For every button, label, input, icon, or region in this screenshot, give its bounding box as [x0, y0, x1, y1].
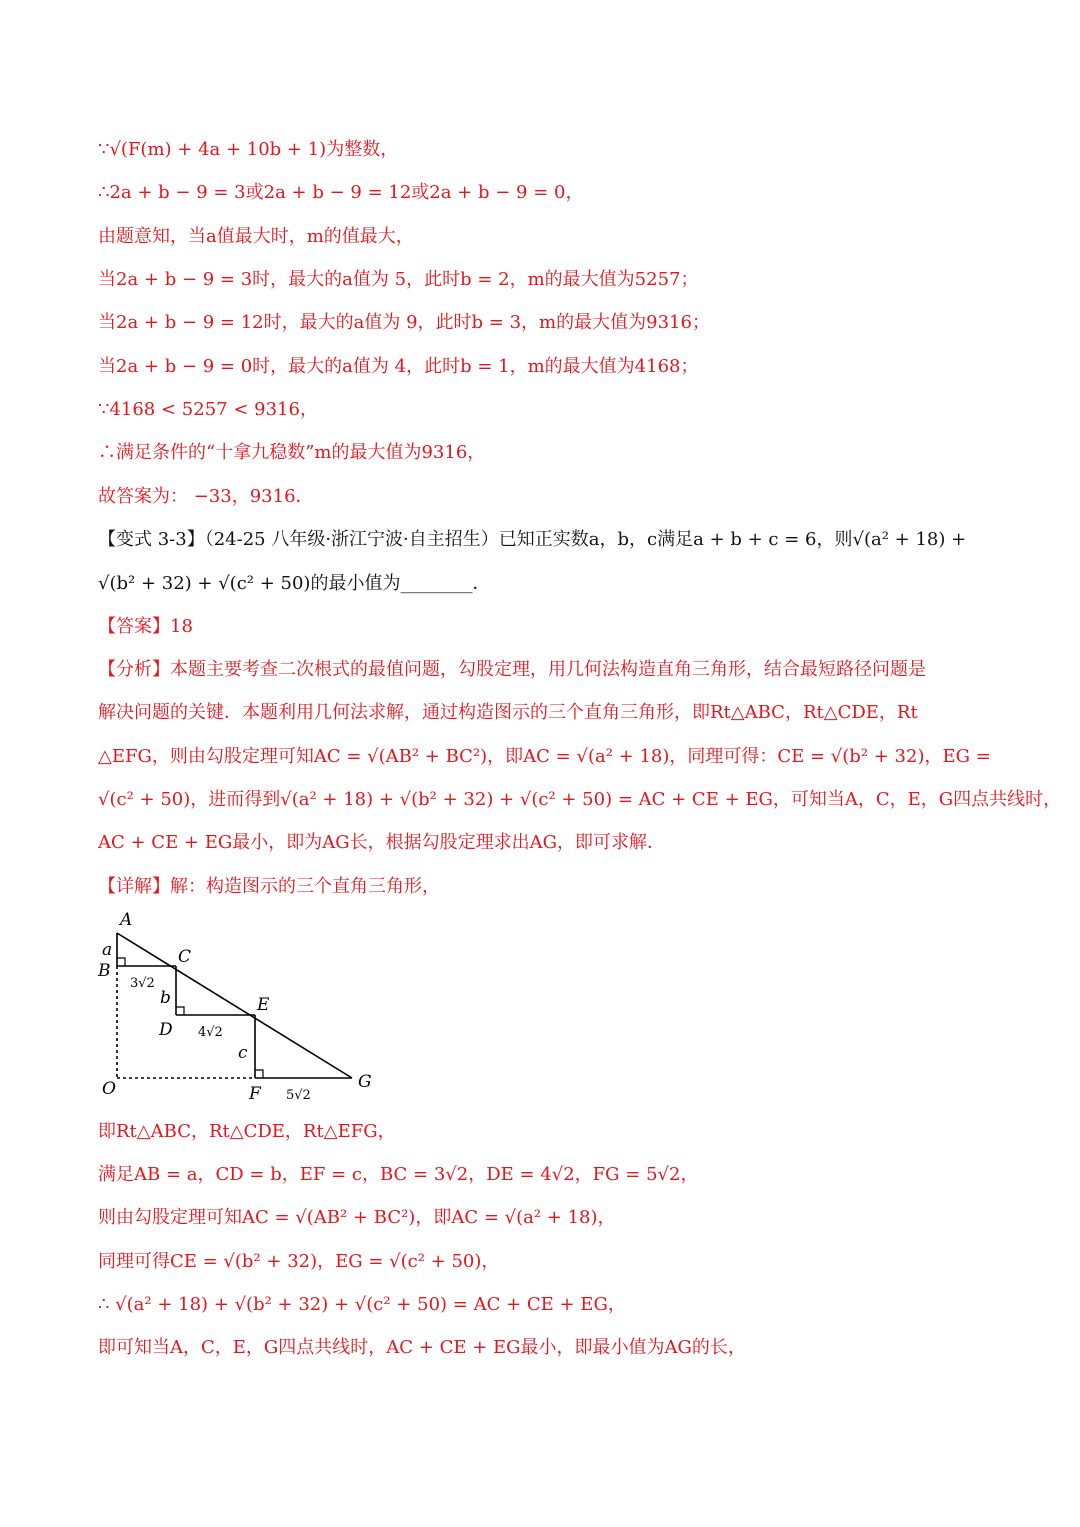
analysis-line-5: AC + CE + EG最小，即为AG长，根据勾股定理求出AG，即可求解． — [98, 832, 666, 853]
analysis-tag: 【分析】 — [98, 659, 170, 680]
geometry-diagram — [92, 906, 392, 1106]
detail-tag: 【详解】 — [98, 876, 170, 897]
solution-line-7: ∵4168 < 5257 < 9316， — [98, 399, 318, 420]
point-label-a: A — [120, 910, 133, 930]
analysis-line-2: 解决问题的关键．本题利用几何法求解，通过构造图示的三个直角三角形，即Rt△ABC，Rt△CDE，Rt — [98, 702, 918, 723]
detail-line-1: 即Rt△ABC，Rt△CDE，Rt△EFG， — [98, 1121, 396, 1142]
point-label-b: B — [98, 961, 111, 981]
answer-line — [98, 614, 998, 640]
segment-label-de: 4√2 — [198, 1025, 223, 1040]
question-text-1: 已知正实数a，b，c满足a + b + c = 6，则√(a² + 18) + — [498, 529, 967, 550]
right-angle-d — [176, 1007, 184, 1015]
solution-line-2: ∴2a + b − 9 = 3或2a + b − 9 = 12或2a + b − 9 = 0， — [98, 182, 584, 203]
detail-line-intro — [98, 874, 998, 900]
question-source: （24-25 八年级·浙江宁波·自主招生） — [204, 529, 499, 550]
solution-line-3: 由题意知，当a值最大时，m的值最大， — [98, 226, 414, 247]
point-label-d: D — [159, 1020, 173, 1040]
segment-label-b: b — [160, 988, 171, 1008]
question-line-2: √(b² + 32) + √(c² + 50)的最小值为________． — [98, 573, 491, 594]
right-angle-f — [255, 1070, 263, 1078]
question-line-1 — [98, 527, 998, 553]
analysis-line-1 — [98, 657, 998, 683]
point-label-e: E — [257, 995, 270, 1015]
point-label-o: O — [102, 1079, 116, 1099]
point-label-g: G — [358, 1072, 372, 1092]
detail-line-6: 即可知当A，C，E，G四点共线时，AC + CE + EG最小，即最小值为AG的长， — [98, 1337, 746, 1358]
solution-line-1: ∵√(F(m) + 4a + 10b + 1)为整数， — [98, 139, 399, 160]
segment-label-fg: 5√2 — [286, 1088, 311, 1103]
segment-ag — [117, 933, 352, 1078]
detail-line-5: ∴ √(a² + 18) + √(b² + 32) + √(c² + 50) = AC + CE + EG， — [98, 1294, 626, 1315]
detail-line-2: 满足AB = a，CD = b，EF = c，BC = 3√2，DE = 4√2，FG = 5√2， — [98, 1164, 699, 1185]
question-tag: 【变式 3-3】 — [98, 529, 205, 550]
point-label-f: F — [249, 1084, 261, 1104]
segment-label-a: a — [102, 940, 113, 960]
solution-line-5: 当2a + b − 9 = 12时，最大的a值为 9，此时b = 3，m的最大值为9316； — [98, 312, 710, 333]
analysis-text-1: 本题主要考查二次根式的最值问题，勾股定理，用几何法构造直角三角形，结合最短路径问题是 — [170, 659, 926, 680]
detail-line-4: 同理可得CE = √(b² + 32)，EG = √(c² + 50)， — [98, 1251, 500, 1272]
analysis-line-3: △EFG，则由勾股定理可知AC = √(AB² + BC²)，即AC = √(a² + 18)，同理可得：CE = √(b² + 32)，EG = — [98, 746, 991, 767]
segment-label-bc: 3√2 — [130, 976, 155, 991]
answer-value: 18 — [170, 616, 193, 637]
answer-tag: 【答案】 — [98, 616, 170, 637]
right-angle-b — [117, 958, 125, 966]
solution-line-8: ∴满足条件的“十拿九稳数”m的最大值为9316， — [98, 442, 486, 463]
detail-line-3: 则由勾股定理可知AC = √(AB² + BC²)，即AC = √(a² + 18)， — [98, 1207, 616, 1228]
solution-line-9: 故答案为： −33，9316． — [98, 486, 314, 507]
detail-intro: 解：构造图示的三个直角三角形， — [170, 876, 440, 897]
analysis-line-4: √(c² + 50)，进而得到√(a² + 18) + √(b² + 32) + √(c² + 50) = AC + CE + EG，可知当A，C，E，G四点共线时， — [98, 789, 1062, 810]
solution-line-4: 当2a + b − 9 = 3时，最大的a值为 5，此时b = 2，m的最大值为5257； — [98, 269, 699, 290]
solution-line-6: 当2a + b − 9 = 0时，最大的a值为 4，此时b = 1，m的最大值为4168； — [98, 356, 699, 377]
point-label-c: C — [178, 947, 192, 967]
segment-label-c: c — [238, 1043, 248, 1063]
